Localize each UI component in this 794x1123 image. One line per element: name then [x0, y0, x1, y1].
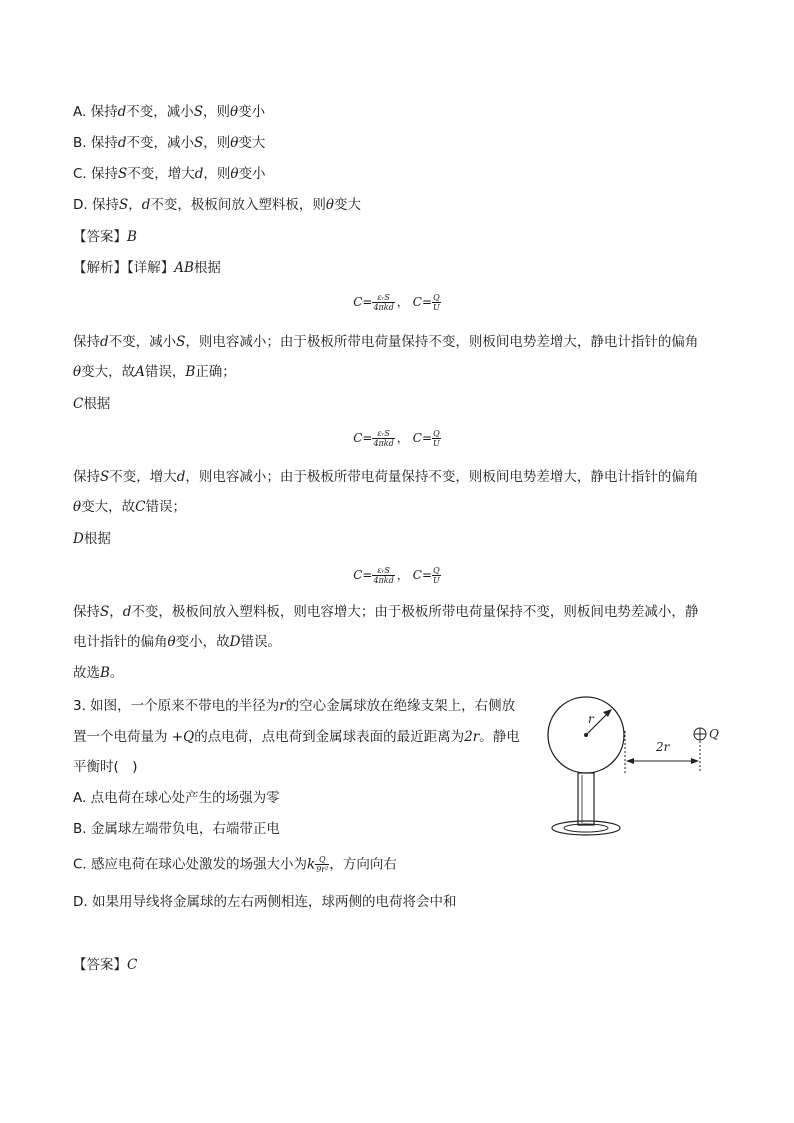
- answer-label: 【答案】: [73, 229, 127, 245]
- analysis-para2-line1: [73, 468, 698, 486]
- answer-label: 【答案】: [73, 957, 127, 973]
- fraction: [432, 429, 441, 448]
- q3-stem-line3: [73, 758, 138, 776]
- text: 置一个电荷量为 +: [73, 729, 184, 745]
- distance-arrowhead-left: [626, 758, 634, 764]
- math-symbol: S: [118, 197, 129, 213]
- option-text: C. 保持: [73, 166, 119, 182]
- text: 的空心金属球放在绝缘支架上，右侧放: [285, 698, 516, 714]
- math-symbol: C: [412, 568, 422, 582]
- math-symbol: S: [194, 135, 204, 151]
- math-symbol: =: [362, 431, 373, 445]
- text: 不变，极板间放入塑料板，则电容增大；由于极板所带电荷量保持不变，则板间电势差减小，静: [131, 604, 699, 620]
- q3-stem-line1: [73, 697, 515, 715]
- text: 的点电荷，点电荷到金属球表面的最近距离为: [194, 729, 465, 745]
- math-symbol: C: [353, 568, 363, 582]
- math-symbol: AB: [174, 260, 194, 276]
- math-symbol: =: [421, 295, 433, 309]
- math-symbol: =: [362, 295, 373, 309]
- option-text: ，则: [203, 104, 230, 120]
- denominator: U: [433, 439, 440, 448]
- math-symbol: θ: [167, 634, 176, 650]
- math-symbol: C: [412, 431, 422, 445]
- text: 平衡时( ): [73, 759, 138, 775]
- denominator: 4πkd: [373, 303, 394, 312]
- math-symbol: r: [279, 698, 286, 714]
- analysis-para1-line2: [73, 363, 236, 381]
- q3-option-d: [73, 893, 456, 911]
- math-symbol: D: [73, 531, 84, 547]
- text: 变大，故: [81, 499, 136, 515]
- math-symbol: C: [412, 295, 422, 309]
- analysis-para3-line1: [73, 603, 698, 621]
- text: 电计指针的偏角: [73, 634, 168, 650]
- q3-option-a: [73, 789, 280, 807]
- math-symbol: d: [141, 197, 151, 213]
- math-symbol: =: [421, 431, 433, 445]
- separator: ，: [396, 295, 409, 309]
- numerator: εᵣS: [372, 293, 394, 303]
- option-text: 不变，减小: [126, 104, 194, 120]
- math-symbol: d: [194, 166, 204, 182]
- text: 变大，故: [81, 364, 136, 380]
- q3-stem-line2: [73, 728, 520, 746]
- math-symbol: C: [73, 396, 84, 412]
- option-text: ，方向向右: [329, 856, 397, 873]
- fraction: [315, 855, 329, 874]
- numerator: Q: [315, 855, 329, 865]
- answer-value: C: [127, 957, 138, 973]
- text: 错误。: [240, 634, 281, 650]
- q3-option-c: [73, 855, 397, 874]
- option-text: D. 保持: [73, 197, 119, 213]
- math-symbol: d: [176, 469, 186, 485]
- analysis-intro: [73, 259, 221, 277]
- option-text: A. 点电荷在球心处产生的场强为零: [73, 790, 280, 806]
- charge-label: Q: [709, 727, 719, 741]
- math-symbol: A: [135, 364, 145, 380]
- math-symbol: d: [100, 334, 109, 350]
- math-symbol: S: [100, 469, 110, 485]
- math-symbol: θ: [230, 166, 239, 182]
- option-text: C. 感应电荷在球心处激发的场强大小为: [73, 856, 308, 873]
- text: 正确；: [195, 364, 236, 380]
- option-text: ，则: [203, 166, 231, 182]
- text: 不变，增大: [109, 469, 177, 485]
- text: 根据: [193, 260, 221, 276]
- numerator: εᵣS: [372, 566, 394, 576]
- math-symbol: θ: [230, 135, 239, 151]
- text: 根据: [83, 396, 111, 412]
- option-text: 变小: [238, 104, 266, 120]
- denominator: 4πkd: [373, 439, 394, 448]
- option-text: B. 金属球左端带负电，右端带正电: [73, 821, 280, 837]
- option-text: 变大: [238, 135, 266, 151]
- q3-option-b: [73, 820, 280, 838]
- text: 根据: [83, 531, 111, 547]
- radius-arrowhead: [603, 709, 612, 717]
- option-text: 不变，减小: [126, 135, 195, 151]
- fraction: [372, 566, 394, 585]
- text: 保持: [73, 469, 100, 485]
- math-symbol: C: [135, 499, 146, 515]
- math-symbol: θ: [230, 104, 239, 120]
- fraction: [432, 566, 441, 585]
- formula-capacitance: [0, 293, 794, 312]
- math-symbol: B: [100, 665, 110, 681]
- option-text: B. 保持: [73, 135, 118, 151]
- option-text: 不变，极板间放入塑料板，则: [150, 197, 326, 213]
- option-text: 变小: [238, 166, 266, 182]
- base-outer: [552, 821, 620, 835]
- text: 保持: [73, 604, 100, 620]
- analysis-para2-line2: [73, 498, 186, 516]
- math-symbol: d: [122, 604, 132, 620]
- analysis-c-intro: [73, 395, 110, 413]
- text: 错误；: [145, 499, 186, 515]
- math-symbol: θ: [73, 364, 82, 380]
- detail-label: 【详解】: [127, 260, 175, 276]
- math-symbol: =: [421, 568, 433, 582]
- answer-value: B: [127, 229, 137, 245]
- answer-q3: [73, 956, 137, 974]
- text: 变小，故: [175, 634, 230, 650]
- numerator: εᵣS: [372, 429, 394, 439]
- answer-q2: [73, 228, 137, 246]
- analysis-conclusion: [73, 664, 123, 682]
- text: ，则电容减小；由于极板所带电荷量保持不变，则板间电势差增大，静电计指针的偏角: [185, 469, 699, 485]
- numerator: Q: [433, 293, 440, 302]
- text: ，: [109, 604, 123, 620]
- option-c: [73, 165, 266, 183]
- denominator: 9r²: [316, 865, 329, 874]
- option-a: [73, 103, 265, 121]
- formula-capacitance: [0, 429, 794, 448]
- math-symbol: B: [185, 364, 196, 380]
- separator: ，: [396, 431, 409, 445]
- analysis-para3-line2: [73, 633, 281, 651]
- option-text: D. 如果用导线将金属球的左右两侧相连，球两侧的电荷将会中和: [73, 894, 457, 910]
- fraction: [432, 293, 441, 312]
- math-symbol: Q: [183, 729, 195, 745]
- analysis-label: 【解析】: [73, 260, 127, 276]
- text: 错误，: [144, 364, 186, 380]
- separator: ，: [396, 568, 409, 582]
- option-b: [73, 134, 265, 152]
- math-symbol: 2r: [464, 729, 480, 745]
- distance-label: 2r: [656, 740, 670, 754]
- sphere-figure: [540, 695, 740, 855]
- option-text: A. 保持: [73, 104, 118, 120]
- insulating-stand: [578, 773, 594, 825]
- text: ，则电容减小；由于极板所带电荷量保持不变，则板间电势差增大，静电计指针的偏角: [185, 334, 699, 350]
- text: 故选: [73, 665, 100, 681]
- math-symbol: C: [353, 431, 363, 445]
- math-symbol: θ: [73, 499, 82, 515]
- formula-capacitance: [0, 566, 794, 585]
- text: 3. 如图，一个原来不带电的半径为: [73, 698, 280, 714]
- numerator: Q: [433, 429, 440, 438]
- distance-arrowhead-right: [691, 758, 699, 764]
- fraction: [372, 429, 394, 448]
- analysis-d-intro: [73, 530, 111, 548]
- math-symbol: S: [118, 166, 128, 182]
- math-symbol: S: [176, 334, 186, 350]
- math-symbol: d: [117, 135, 127, 151]
- numerator: Q: [433, 566, 440, 575]
- radius-label: r: [588, 712, 594, 726]
- math-symbol: D: [229, 634, 241, 650]
- text: 保持: [73, 334, 100, 350]
- fraction: [372, 293, 394, 312]
- denominator: U: [433, 576, 440, 585]
- text: 。: [109, 665, 124, 681]
- math-symbol: C: [353, 295, 363, 309]
- option-text: 变大: [334, 197, 362, 213]
- math-symbol: S: [193, 104, 203, 120]
- option-d: [73, 196, 361, 214]
- math-symbol: =: [362, 568, 373, 582]
- option-text: ，: [128, 197, 142, 213]
- analysis-para1-line1: [73, 333, 698, 351]
- option-text: ，则: [203, 135, 231, 151]
- math-symbol: k: [307, 856, 316, 873]
- denominator: 4πkd: [373, 576, 394, 585]
- option-text: 不变，增大: [127, 166, 195, 182]
- math-symbol: d: [117, 104, 127, 120]
- text: 不变，减小: [108, 334, 177, 350]
- math-symbol: S: [100, 604, 110, 620]
- math-symbol: θ: [325, 197, 335, 213]
- text: 。静电: [479, 729, 520, 745]
- denominator: U: [433, 303, 440, 312]
